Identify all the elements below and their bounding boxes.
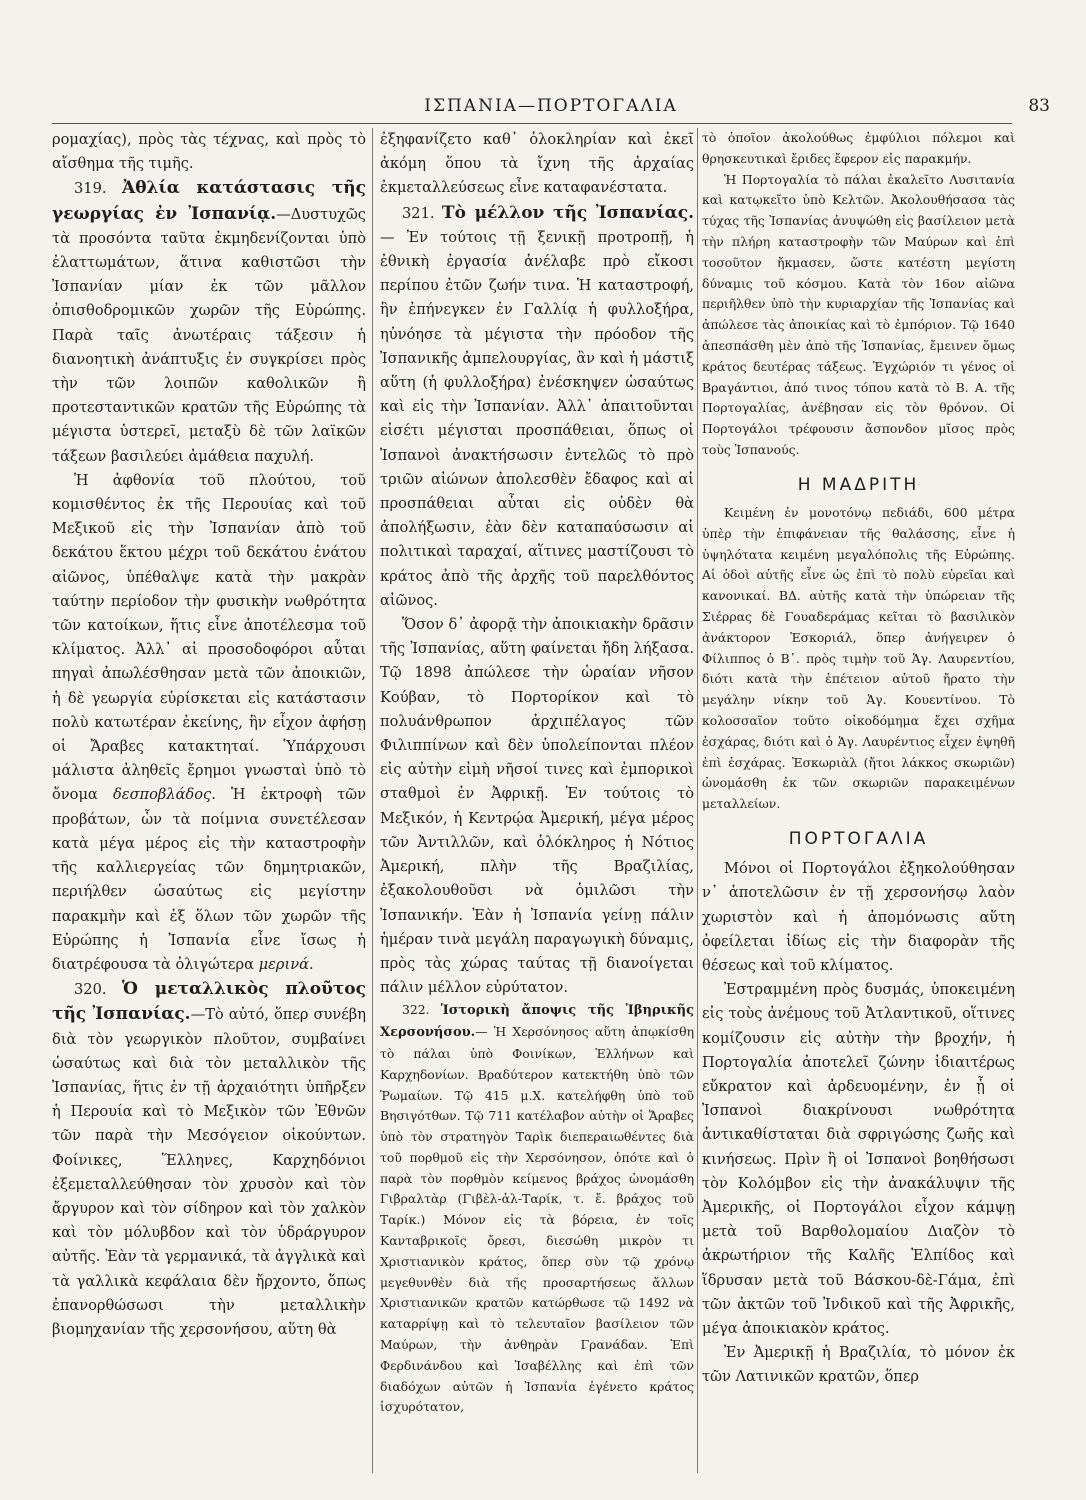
- column-3: [702, 128, 1015, 1390]
- term: μερινά: [258, 955, 309, 973]
- paragraph: τὸ ὁποῖον ἀκολούθως ἐμφύλιοι πόλεμοι καὶ θρησκευτικαὶ ἔριδες ἔφερον εἰς παρακμήν.: [702, 130, 1015, 166]
- section-319: [52, 176, 366, 468]
- paragraph: [52, 469, 366, 977]
- term: δεσποβλάδος: [112, 786, 212, 804]
- section-heading: Τὸ μέλλον τῆς Ἰσπανίας.: [441, 202, 694, 223]
- section-number: 319.: [74, 180, 107, 198]
- column-2: [380, 128, 694, 1418]
- paragraph: Κειμένη ἐν μονοτόνῳ πεδιάδι, 600 μέτρα ὑπὲρ τὴν ἐπιφάνειαν τῆς θαλάσσης, εἶνε ἡ ὑψηλότατα κειμένη μεγαλόπολις τῆς Εὐρώπης. Αἱ ὁδοὶ αὐτῆς εἶνε ὡς ἐπὶ τὸ πολὺ εὐρεῖαι καὶ κανονικαί. ΒΔ. αὐτῆς κατὰ τὴν ὑπώρειαν τῆς Σιέρρας δὲ Γουαδεράμας κεῖται τὸ βασιλικὸν ἀνάκτορον Ἐσκοριάλ, ὅπερ ἀνήγειρεν ὁ Φίλιππος ὁ Β᾽. πρὸς τιμὴν τοῦ Ἁγ. Λαυρεντίου, διότι κατὰ τὴν ἐπέτειον αὐτοῦ ἤρατο τὴν μεγάλην νίκην τοῦ Ἁγ. Κουεντίνου. Τὸ κολοσσαῖον τοῦτο οἰκοδόμημα ἔχει σχῆμα ἐσχάρας, διότι καὶ ὁ Ἁγ. Λαυρέντιος εἶχεν ἐψηθῆ ἐπὶ ἐσχάρας. Ἐσκωριὰλ (ἤτοι λάκκος σκωριῶν) ὠνομάσθη ἐκ τῶν σκωριῶν παρακειμένων μεταλλείων.: [702, 504, 1015, 812]
- section-text: — Ἐν τούτοις τῇ ξενικῇ προτροπῇ, ἡ ἐθνικὴ ἐργασία ἀνέλαβε πρὸ εἴκοσι περίπου ἐτῶν ζωήν τινα. Ἡ καταστροφή, ἣν ἐπήνεγκεν ἐν Γαλλίᾳ ἡ φυλλοξήρα, ηὐνόησε τὰ μέγιστα τὴν πρόοδον τῆς Ἰσπανικῆς ἀμπελουργίας, ἂν καὶ ἡ μάστιξ αὕτη (ἡ φυλλοξήρα) ἐνέσκηψεν ὡσαύτως καὶ εἰς τὴν Ἰσπανίαν. Ἀλλ᾽ ἀπαιτοῦνται εἰσέτι μέγισται προσπάθειαι, ὅπως οἱ Ἰσπανοὶ ἀνακτήσωσιν ἐντελῶς τὸ πρὸ τριῶν αἰώνων ἀπολεσθὲν ἔδαφος καὶ αἱ προσπάθειαι αὗται εἰς οὐδὲν θὰ ἀπολήξωσιν, ἐὰν δὲν καταπαύσωσιν αἱ πολιτικαὶ ταραχαί, αἵτινες μαστίζουσι τὸ κράτος ἀπὸ τῆς ἀρχῆς τοῦ παρελθόντος αἰῶνος.: [380, 228, 694, 609]
- madrid-heading: Η ΜΑΔΡΙΤΗ: [797, 474, 920, 495]
- section-322: [380, 1000, 694, 1418]
- section-heading: Ὁ μεταλλικὸς πλοῦτος τῆς Ἰσπανίας.: [52, 979, 366, 1025]
- section-322-paragraph: [380, 1000, 694, 1418]
- text-run: . Ἡ ἐκτροφὴ τῶν προβάτων, ὧν τὰ ποίμνια συνετέλεσαν κατὰ μέγα μέρος εἰς τὴν καταστροφὴν τῆς καλλιεργείας τῶν δημητριακῶν, περιήλθεν ὡσαύτως εἰς μεγίστην παρακμὴν καὶ ἐξ ὅλων τῶν χωρῶν τῆς Εὐρώπης ἡ Ἰσπανία εἶνε ἴσως ἡ διατρέφουσα τὰ ὀλιγώτερα: [52, 786, 366, 973]
- section-321: [380, 201, 694, 613]
- column-1: [52, 128, 366, 1342]
- section-heading: Ἱστορικὴ ἄποψις τῆς Ἰβηρικῆς Χερσονήσου.: [380, 1003, 694, 1041]
- section-number: 320.: [74, 981, 107, 999]
- paragraph: Μόνοι οἱ Πορτογάλοι ἐξηκολούθησαν ν᾽ ἀποτελῶσιν ἐν τῇ χερσονήσῳ λαὸν χωριστὸν καὶ ἡ ἀπομόνωσις αὕτη ὀφείλεται ἰδίως εἰς τὴν διαφορὰν τῆς θέσεως καὶ τοῦ κλίματος.: [702, 860, 1015, 974]
- column-divider: [697, 128, 698, 1473]
- running-head: ΙΣΠΑΝΙΑ—ΠΟΡΤΟΓΑΛΙΑ: [424, 96, 678, 116]
- section-text: — Ἡ Χερσόνησος αὕτη ἀπῳκίσθη τὸ πάλαι ὑπὸ Φοινίκων, Ἑλλήνων καὶ Καρχηδονίων. Βραδύτερον κατεκτήθη ὑπὸ τῶν Ῥωμαίων. Τῷ 415 μ.Χ. κατελήφθη ὑπὸ τοῦ Βησιγότθων. Τῷ 711 κατέλαβον αὐτὴν οἱ Ἄραβες ὑπὸ τὸν στρατηγὸν Ταρὶκ διεπεραιωθέντες διὰ τοῦ πορθμοῦ εἰς τὴν Χερσόνησον, ὁπότε καὶ ὁ παρὰ τὸν πορθμὸν κείμενος βράχος ὠνομάσθη Γιβραλτὰρ (Γιβὲλ-ἀλ-Ταρίκ, τ. ἔ. βράχος τοῦ Ταρίκ.) Μόνον εἰς τὰ βόρεια, ἐν τοῖς Κανταβρικοῖς ὄρεσι, διεσώθη μικρὸν τι Χριστιανικὸν κράτος, ὅπερ σὺν τῷ χρόνῳ μεγεθυνθὲν διὰ τῆς προσαρτήσεως ἄλλων Χριστιανικῶν κρατῶν κατώρθωσε τῷ 1492 νὰ καταρρίψῃ καὶ τὸ τελευταῖον βασίλειον τῶν Μαύρων, τὴν ἀνθηρὰν Γρανάδαν. Ἐπὶ Φερδινάνδου καὶ Ἰσαβέλλης καὶ ἐπὶ τῶν διαδόχων αὐτῶν ἡ Ἰσπανία ἐγένετο κράτος ἰσχυρότατον,: [380, 1024, 694, 1415]
- page-header: [52, 96, 1050, 124]
- paragraph: Ἐν Ἀμερικῇ ἡ Βραζιλία, τὸ μόνον ἐκ τῶν Λατινικῶν κρατῶν, ὅπερ: [702, 1344, 1015, 1386]
- column-divider: [372, 128, 373, 1473]
- section-number: 321.: [402, 204, 435, 222]
- history-continued: [702, 128, 1015, 461]
- paragraph: Ἡ Πορτογαλία τὸ πάλαι ἐκαλεῖτο Λυσιτανία καὶ κατῳκεῖτο ὑπὸ Κελτῶν. Ἀκολουθήσασα τὰς τύχας τῆς Ἰσπανίας ἀνυψώθη εἰς βασίλειον μετὰ τὴν πλήρη καταστροφὴν τῶν Μαύρων καὶ ἐπὶ τοσοῦτον ἤκμασεν, ὥστε κατέστη μεγίστη δύναμις τοῦ κόσμου. Κατὰ τὸν 16ον αἰῶνα περιῆλθεν ὑπὸ τὴν κυριαρχίαν τῆς Ἰσπανίας καὶ ἀπώλεσε τὰς ἀποικίας καὶ τὸ ἐμπόριον. Τῷ 1640 ἀπεσπάσθη μὲν ἀπὸ τῆς Ἰσπανίας, ἔμεινεν ὅμως κράτος δευτέρας τάξεως. Ἐγχώριόν τι γένος οἱ Βραγάντιοι, ἀπό τινος τόπου κατὰ τὸ Β. Α. τῆς Πορτογαλίας, ἀνέβησαν εἰς τὸν θρόνον. Οἱ Πορτογάλοι τρέφουσιν ἄσπονδον μῖσος πρὸς τοὺς Ἰσπανούς.: [702, 171, 1015, 457]
- section-text: —Δυστυχῶς τὰ προσόντα ταῦτα ἐκμηδενίζονται ὑπὸ ἐλαττωμάτων, ἅτινα καθιστῶσι τὴν Ἰσπανίαν μίαν ἐκ τῶν μᾶλλον ὀπισθοδρομικῶν χωρῶν τῆς Εὐρώπης. Παρὰ ταῖς ἀνωτέραις τάξεσιν ἡ διανοητικὴ ἀνάπτυξις ἐν συγκρίσει πρὸς τὴν τῶν λοιπῶν καθολικῶν ἢ προτεσταντικῶν κρατῶν τῆς Εὐρώπης τὰ μέγιστα ὑστερεῖ, μεταξὺ δὲ τῶν λαϊκῶν τάξεων βασιλεύει ἀμάθεια παχυλή.: [52, 205, 366, 465]
- section-text: —Τὸ αὐτό, ὅπερ συνέβη διὰ τὸν γεωργικὸν πλοῦτον, συμβαίνει ὡσαύτως καὶ διὰ τὸν μεταλλικὸν τῆς Ἰσπανίας, ἥτις ἐν τῇ ἀρχαιότητι ὑπῆρξεν ἡ Περουία καὶ τὸ Μεξικὸν τῶν Ἐθνῶν τῶν παρὰ τὴν Μεσόγειον οἰκούντων. Φοίνικες, Ἕλληνες, Καρχηδόνιοι ἐξεμεταλλεύθησαν τὸν χρυσὸν καὶ τὸν ἄργυρον καὶ τὸν σίδηρον καὶ τὸν χαλκὸν καὶ τὸν μόλυβδον καὶ τὸν ὑδράργυρον αὐτῆς. Ἐὰν τὰ γερμανικά, τὰ ἀγγλικὰ καὶ τὰ γαλλικὰ κεφάλαια δὲν ἤρχοντο, ὅπως ἐπανορθώσωσι τὴν μεταλλικὴν βιομηχανίαν τῆς χερσονήσου, αὕτη θὰ: [52, 1006, 366, 1338]
- paragraph: ρομαχίας), πρὸς τὰς τέχνας, καὶ πρὸς τὸ αἴσθημα τῆς τιμῆς.: [52, 131, 366, 173]
- paragraph: Ὅσον δ᾽ ἀφορᾷ τὴν ἀποικιακὴν δρᾶσιν τῆς Ἰσπανίας, αὕτη φαίνεται ἤδη λήξασα. Τῷ 1898 ἀπώλεσε τὴν ὡραίαν νῆσον Κούβαν, τὸ Πορτορίκον καὶ τὸ πολυάνθρωπον ἀρχιπέλαγος τῶν Φιλιππίνων καὶ δὲν ὑπολείπονται πλέον εἰς αὐτὴν εἰμὴ νῆσοί τινες καὶ ἐμπορικοὶ σταθμοὶ ἐν Ἀφρικῇ. Ἐν τούτοις τὸ Μεξικόν, ἡ Κεντρῴα Ἀμερική, μέγα μέρος τῶν Ἀντιλλῶν, καὶ ὁλόκληρος ἡ Νότιος Ἀμερική, πλὴν τῆς Βραζιλίας, ἐξακολουθοῦσι νὰ ὁμιλῶσι τὴν Ἰσπανικήν. Ἐὰν ἡ Ἰσπανία γείνῃ πάλιν ἡμέραν τινὰ μεγάλη παραγωγικὴ δύναμις, πρὸς τὰς χώρας ταύτας τῇ διανοίγεται πάλιν μέλλον εὐρύτατον.: [380, 616, 694, 997]
- madrid-box: [702, 503, 1015, 815]
- page-number: 83: [1028, 96, 1050, 116]
- section-320: [52, 977, 366, 1342]
- header-rule: [52, 123, 1012, 124]
- portugal-heading: ΠΟΡΤΟΓΑΛΙΑ: [788, 828, 929, 849]
- text-run: Ἡ ἀφθονία τοῦ πλούτου, τοῦ κομισθέντος ἐκ τῆς Περουίας καὶ τοῦ Μεξικοῦ εἰς τὴν Ἰσπανίαν ἀπὸ τοῦ δεκάτου ἕκτου μέχρι τοῦ δεκάτου ἐνάτου αἰῶνος, ὑπέθαλψε κατὰ τὴν μακρὰν ταύτην περίοδον τὴν φυσικὴν νωθρότητα τῶν κατοίκων, ἥτις εἶνε ἀποτέλεσμα τοῦ κλίματος. Ἀλλ᾽ αἱ προσοδοφόροι αὗται πηγαὶ ἀπωλέσθησαν μετὰ τῶν ἀποικιῶν, ἡ δὲ γεωργία εὑρίσκεται εἰς κατάστασιν πολὺ κατωτέραν ἐκείνης, ἣν εἶχον ἀφήσῃ οἱ Ἄραβες κατακτηταί. Ὑπάρχουσι μάλιστα ἀληθεῖς ἔρημοι γνωσταὶ ὑπὸ τὸ ὄνομα: [52, 471, 366, 804]
- section-heading: Ἀθλία κατάστασις τῆς γεωργίας ἐν Ἰσπανίᾳ.: [52, 178, 366, 224]
- section-number: 322.: [402, 1002, 430, 1018]
- text-run: .: [308, 955, 314, 973]
- paragraph: Ἐστραμμένη πρὸς δυσμάς, ὑποκειμένη εἰς τοὺς ἀνέμους τοῦ Ἀτλαντικοῦ, οἵτινες κομίζουσιν εἰς αὐτὴν τὴν βροχήν, ἡ Πορτογαλία ἀποτελεῖ ζώνην ἰδιαιτέρως εὔκρατον καὶ ἀρδευομένην, ἐν ᾗ οἱ Ἰσπανοὶ διακρίνουσι νωθρότητα ἀντικαθίσταται διὰ σφριγώσης ζωῆς καὶ κινήσεως. Πρὶν ἢ οἱ Ἰσπανοὶ βοηθήσωσι τὸν Κολόμβον εἰς τὴν ἀνακάλυψιν τῆς Ἀμερικῆς, οἱ Πορτογάλοι εἶχον κάμψῃ μετὰ τοῦ Βαρθολομαίου Διαζὸν τὸ ἀκρωτήριον τῆς Καλῆς Ἐλπίδος καὶ ἵδρυσαν μετὰ τοῦ Βάσκου-δὲ-Γάμα, ἐπὶ τῶν ἀκτῶν τοῦ Ἰνδικοῦ καὶ τῆς Ἀφρικῆς, μέγα ἀποικιακὸν κράτος.: [702, 981, 1015, 1337]
- paragraph: ἐξηφανίζετο καθ᾽ ὁλοκληρίαν καὶ ἐκεῖ ἀκόμη ὅπου τὰ ἴχνη τῆς ἀρχαίας ἐκμεταλλεύσεως εἶνε καταφανέστατα.: [380, 131, 694, 197]
